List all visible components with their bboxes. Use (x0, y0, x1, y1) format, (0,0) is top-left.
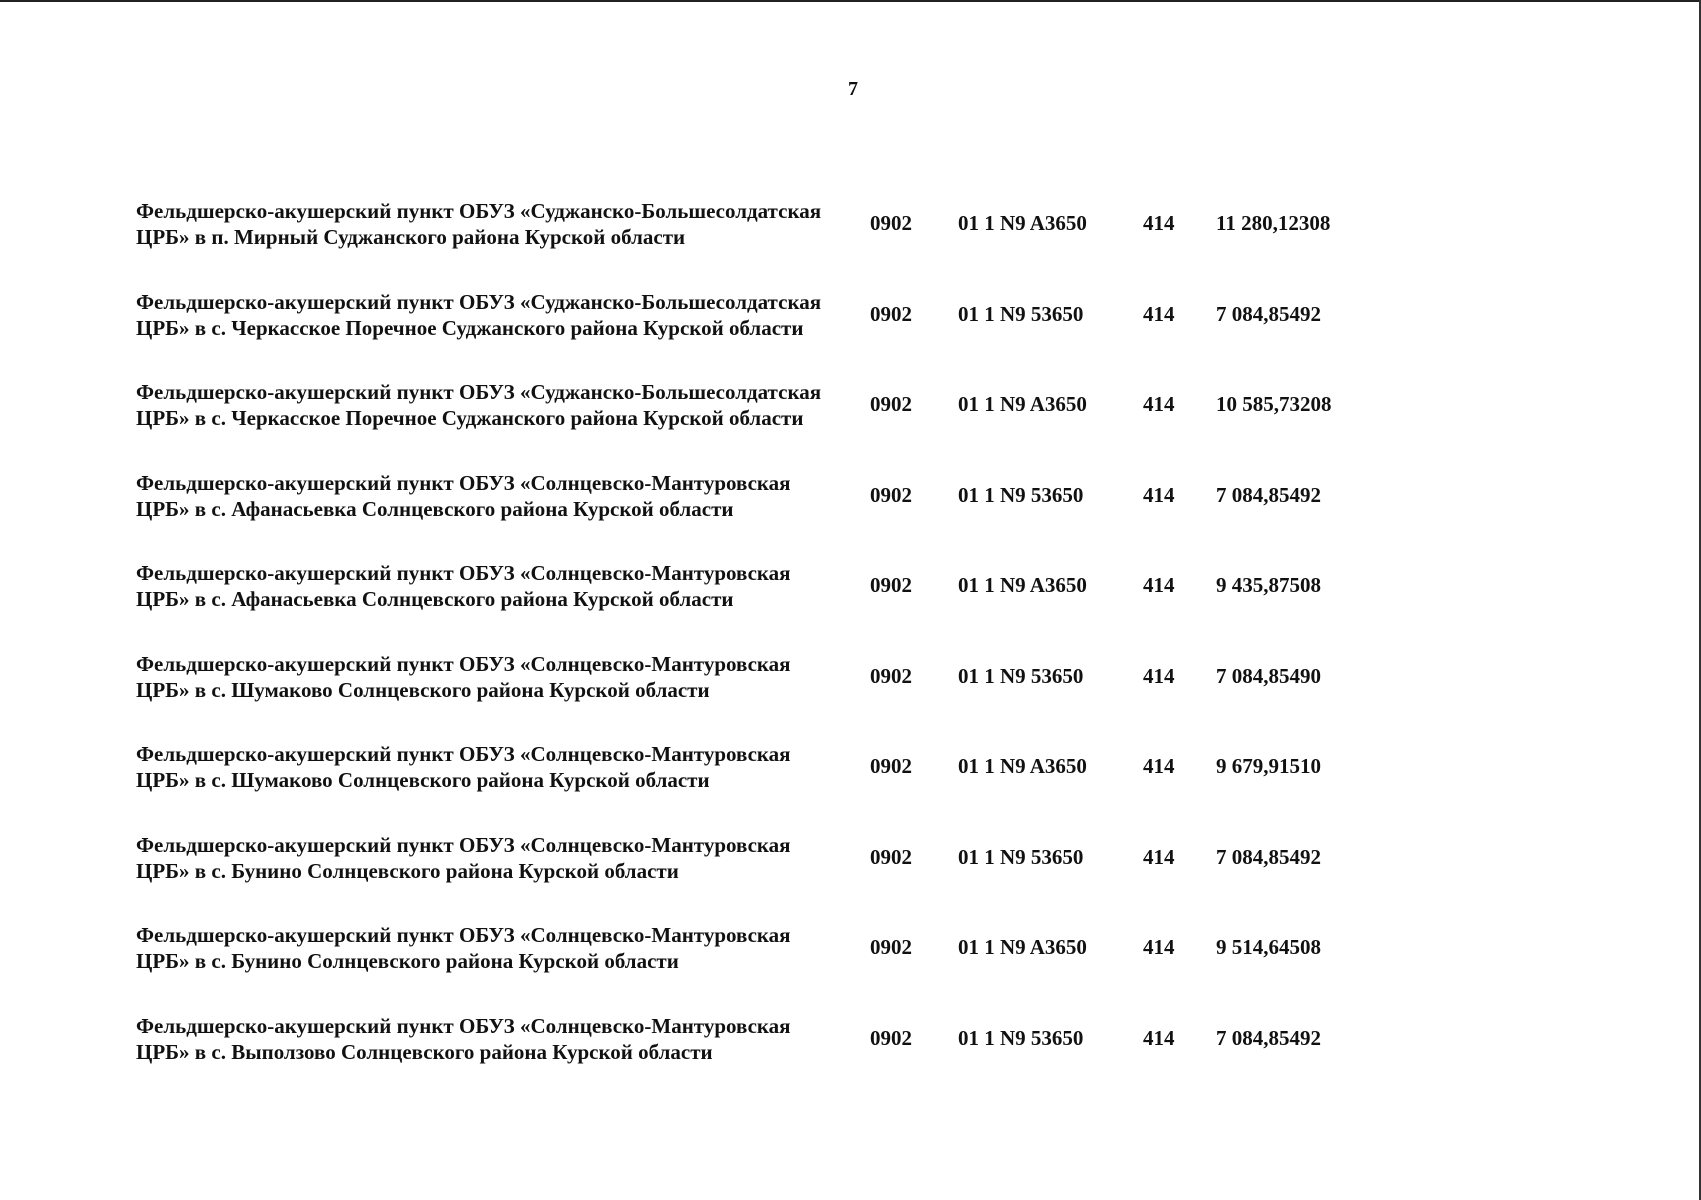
amount: 7 084,85492 (1216, 301, 1321, 326)
amount: 7 084,85492 (1216, 482, 1321, 507)
institution-name (136, 560, 826, 612)
section-code: 0902 (870, 1025, 912, 1050)
table-row (136, 741, 1366, 832)
budget-table (136, 198, 1366, 1103)
amount: 9 435,87508 (1216, 573, 1321, 597)
institution-name-line1: Фельдшерско-акушерский пункт ОБУЗ «Солнцевско-Мантуровская (136, 1013, 791, 1038)
institution-name-line2: ЦРБ» в с. Черкасское Поречное Суджанского района Курской области (136, 315, 804, 340)
amount: 9 679,91510 (1216, 754, 1321, 778)
institution-name (136, 922, 826, 974)
section-code: 0902 (870, 482, 912, 507)
institution-name-line2: ЦРБ» в с. Выползово Солнцевского района Курской области (136, 1039, 713, 1064)
expense-type-code: 414 (1143, 482, 1175, 507)
table-row (136, 379, 1366, 470)
table-row (136, 922, 1366, 1013)
expense-type-code: 414 (1143, 573, 1175, 597)
amount: 11 280,12308 (1216, 211, 1331, 235)
target-article-code: 01 1 N9 53650 (958, 301, 1084, 326)
institution-name-line1: Фельдшерско-акушерский пункт ОБУЗ «Суджанско-Большесолдатская (136, 289, 822, 314)
institution-name (136, 1013, 826, 1065)
target-article-code: 01 1 N9 A3650 (958, 573, 1087, 597)
table-row (136, 1013, 1366, 1104)
section-code: 0902 (870, 573, 912, 597)
institution-name (136, 832, 826, 884)
section-code: 0902 (870, 301, 912, 326)
expense-type-code: 414 (1143, 754, 1175, 778)
amount: 7 084,85492 (1216, 844, 1321, 869)
institution-name (136, 379, 826, 431)
target-article-code: 01 1 N9 53650 (958, 663, 1084, 688)
institution-name-line2: ЦРБ» в с. Бунино Солнцевского района Курской области (136, 858, 679, 883)
amount: 7 084,85492 (1216, 1025, 1321, 1050)
institution-name-line1: Фельдшерско-акушерский пункт ОБУЗ «Солнцевско-Мантуровская (136, 470, 791, 495)
amount: 7 084,85490 (1216, 663, 1321, 688)
expense-type-code: 414 (1143, 392, 1175, 416)
table-row (136, 470, 1366, 561)
institution-name-line2: ЦРБ» в с. Бунино Солнцевского района Курской области (136, 949, 679, 973)
institution-name-line2: ЦРБ» в с. Афанасьевка Солнцевского района Курской области (136, 496, 734, 521)
institution-name (136, 651, 826, 703)
table-row (136, 289, 1366, 380)
target-article-code: 01 1 N9 A3650 (958, 754, 1087, 778)
expense-type-code: 414 (1143, 663, 1175, 688)
institution-name-line1: Фельдшерско-акушерский пункт ОБУЗ «Суджанско-Большесолдатская (136, 199, 822, 223)
institution-name (136, 741, 826, 793)
institution-name-line1: Фельдшерско-акушерский пункт ОБУЗ «Солнцевско-Мантуровская (136, 832, 791, 857)
expense-type-code: 414 (1143, 935, 1175, 959)
target-article-code: 01 1 N9 A3650 (958, 392, 1087, 416)
target-article-code: 01 1 N9 A3650 (958, 935, 1087, 959)
section-code: 0902 (870, 211, 912, 235)
table-row (136, 560, 1366, 651)
institution-name-line2: ЦРБ» в с. Шумаково Солнцевского района Курской области (136, 677, 710, 702)
amount: 9 514,64508 (1216, 935, 1321, 959)
institution-name (136, 289, 826, 341)
target-article-code: 01 1 N9 53650 (958, 1025, 1084, 1050)
page-number: 7 (848, 78, 858, 100)
target-article-code: 01 1 N9 A3650 (958, 211, 1087, 235)
institution-name-line2: ЦРБ» в с. Афанасьевка Солнцевского района Курской области (136, 587, 734, 611)
institution-name-line2: ЦРБ» в п. Мирный Суджанского района Курской области (136, 225, 686, 249)
table-row (136, 198, 1366, 289)
expense-type-code: 414 (1143, 211, 1175, 235)
institution-name-line1: Фельдшерско-акушерский пункт ОБУЗ «Солнцевско-Мантуровская (136, 651, 791, 676)
institution-name-line1: Фельдшерско-акушерский пункт ОБУЗ «Солнцевско-Мантуровская (136, 923, 791, 947)
section-code: 0902 (870, 392, 912, 416)
section-code: 0902 (870, 844, 912, 869)
expense-type-code: 414 (1143, 844, 1175, 869)
scan-edge-top (0, 0, 1701, 2)
section-code: 0902 (870, 754, 912, 778)
section-code: 0902 (870, 663, 912, 688)
institution-name (136, 470, 826, 522)
section-code: 0902 (870, 935, 912, 959)
table-row (136, 651, 1366, 742)
institution-name-line2: ЦРБ» в с. Черкасское Поречное Суджанского района Курской области (136, 406, 804, 430)
amount: 10 585,73208 (1216, 392, 1332, 416)
institution-name-line1: Фельдшерско-акушерский пункт ОБУЗ «Солнцевско-Мантуровская (136, 561, 791, 585)
institution-name-line1: Фельдшерско-акушерский пункт ОБУЗ «Суджанско-Большесолдатская (136, 380, 822, 404)
institution-name-line2: ЦРБ» в с. Шумаково Солнцевского района Курской области (136, 768, 710, 792)
expense-type-code: 414 (1143, 301, 1175, 326)
expense-type-code: 414 (1143, 1025, 1175, 1050)
institution-name-line1: Фельдшерско-акушерский пункт ОБУЗ «Солнцевско-Мантуровская (136, 742, 791, 766)
target-article-code: 01 1 N9 53650 (958, 482, 1084, 507)
target-article-code: 01 1 N9 53650 (958, 844, 1084, 869)
table-row (136, 832, 1366, 923)
institution-name (136, 198, 826, 250)
